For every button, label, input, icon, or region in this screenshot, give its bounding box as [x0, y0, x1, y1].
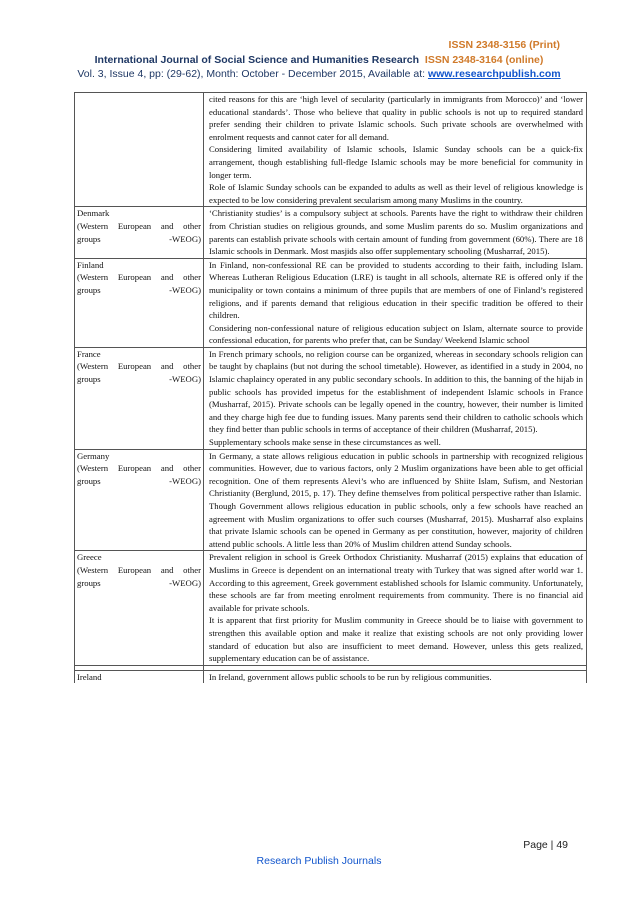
country-cell	[75, 258, 204, 347]
description-paragraph: Considering non-confessional nature of religious education subject on Islam, alternate source to provide confessional education, for parents who prefer that, can be Sunday/ Weekend Islamic school	[209, 322, 583, 346]
footer-publisher[interactable]: Research Publish Journals	[256, 855, 382, 867]
description-cell	[204, 551, 587, 665]
country-name: Denmark	[77, 208, 110, 219]
country-cell	[75, 449, 204, 551]
description-paragraph: cited reasons for this are ‘high level of secularity (particularly in immigrants from Morocco)’ and ‘lower educational standards’. Those who believe that quality in public schools is not up to required standard prefer sending their children to private Islamic schools. Such private schools are overwhelmed with enrolment requests and cannot cater for all demand.	[209, 94, 583, 142]
country-name: Greece	[77, 552, 102, 563]
table-row	[75, 93, 587, 207]
website-link[interactable]: www.researchpublish.com	[427, 68, 561, 80]
description-cell	[204, 449, 587, 551]
table-row	[75, 551, 587, 665]
description-paragraph: Though Government allows religious education in public schools, only a few schools have reached an agreement with Muslim organizations to offer such courses (Musharraf, 2015). Musharraf also explains that private Islamic schools can be opened in Germany as per constitution, however, majority of children attend public schools. A little less than 20% of Muslim children attend Sunday schools.	[209, 501, 583, 549]
description-cell	[204, 258, 587, 347]
description-paragraph: Prevalent religion in school is Greek Orthodox Christianity. Musharraf (2015) explains that education of Muslims in Greece is dependent on an international treaty with Turkey that was signed after world war 1. According to this agreement, Greek government established schools for Islamic community. Unfortunately, these schools are far from meeting enrolment requirements from community. There is no financial aid available for private schools.	[209, 552, 583, 613]
country-group: (Western European and other groups -WEOG)	[77, 463, 201, 486]
description-paragraph: Considering limited availability of Islamic schools, Islamic Sunday schools can be a quick-fix arrangement, though establishing full-fledge Islamic schools may be more beneficial for community in longer term.	[209, 144, 583, 180]
country-group: (Western European and other groups -WEOG)	[77, 220, 201, 244]
volume-info: Vol. 3, Issue 4, pp: (29-62), Month: October - December 2015, Available at:	[77, 68, 428, 80]
country-education-table	[74, 92, 587, 683]
description-cell	[204, 93, 587, 207]
description-paragraph: In French primary schools, no religion course can be organized, whereas in secondary schools religion can be taught by chaplains (but not during the school timetable). However, as identified in a study in 2004, no Islamic chaplaincy operated in any public secondary schools. In addition to this, the banning of the hijab in public schools has provided impetus for the establishment of independent Islamic schools in France (Musharraf, 2015). Private schools can be legally opened in the country, however, their number is limited and they charge high fee due to funding issues. Many parents send their children to catholic schools which they find better than public schools in terms of acceptance of their children (Musharraf, 2015).	[209, 348, 583, 435]
description-paragraph: Role of Islamic Sunday schools can be expanded to adults as well as their level of religious knowledge is expected to be low considering prevalent secularism among many Muslims in the country.	[209, 182, 583, 205]
description-paragraph: ‘Christianity studies’ is a compulsory subject at schools. Parents have the right to withdraw their children from Christian studies on religious grounds, and some Muslim parents do so. Muslim organizations and parents can establish private schools with certain amount of funding from government (60%). There are 18 Islamic schools in Denmark. Most masjids also offer supplementary schooling (Musharraf, 2015).	[209, 208, 583, 257]
country-cell	[75, 93, 204, 207]
table-row	[75, 670, 587, 683]
country-name: Finland	[77, 259, 104, 270]
table-row	[75, 258, 587, 347]
volume-line	[0, 68, 638, 80]
country-cell	[75, 347, 204, 449]
description-cell	[204, 207, 587, 258]
country-cell	[75, 551, 204, 665]
description-paragraph: Supplementary schools make sense in these circumstances as well.	[209, 437, 441, 448]
country-group: (Western European and other groups -WEOG)	[77, 361, 201, 385]
country-group: (Western European and other groups -WEOG)	[77, 564, 201, 588]
table-row	[75, 347, 587, 449]
issn-online: ISSN 2348-3164 (online)	[424, 54, 544, 66]
description-paragraph: In Germany, a state allows religious education in public schools in partnership with recognized religious communities. However, due to various factors, only 2 Muslim organizations have been able to get official recognition. One of them represents Alevi’s who are influenced by Shiite Islam, Sufism, and Nestorian Christianity (Berglund, 2015, p. 17). They define themselves from political perspective rather than Islamic.	[209, 450, 583, 499]
country-cell	[75, 670, 204, 683]
description-paragraph: In Finland, non-confessional RE can be provided to students according to their faith, including Islam. Whereas Lutheran Religious Education (LRE) is taught in all schools, alternate RE is offered only if the municipality or town contains a minimum of three pupils that are members of one of Finland’s registered religions, and if parents demand that religious education in their specific tradition be offered to their children.	[209, 259, 583, 321]
page-number: Page | 49	[523, 839, 568, 851]
country-name: Germany	[77, 450, 110, 461]
issn-print: ISSN 2348-3156 (Print)	[448, 39, 560, 51]
description-paragraph: It is apparent that first priority for Muslim community in Greece should be to liaise with government to strengthen this available option and make it realize that existing schools are not only providing lower standard of education but also are insufficient to meet demand. However, unless this gets realized, supplementary education can be of assistance.	[209, 615, 583, 664]
country-name: Ireland	[77, 671, 102, 682]
journal-title: International Journal of Social Science and Humanities Research	[94, 54, 420, 66]
journal-title-line	[0, 54, 638, 66]
country-cell	[75, 207, 204, 258]
country-group: (Western European and other groups -WEOG)	[77, 272, 201, 295]
description-cell	[204, 347, 587, 449]
table-row	[75, 207, 587, 258]
description-paragraph: In Ireland, government allows public schools to be run by religious communities.	[209, 671, 492, 682]
table-row	[75, 449, 587, 551]
description-cell	[204, 670, 587, 683]
country-name: France	[77, 348, 101, 359]
